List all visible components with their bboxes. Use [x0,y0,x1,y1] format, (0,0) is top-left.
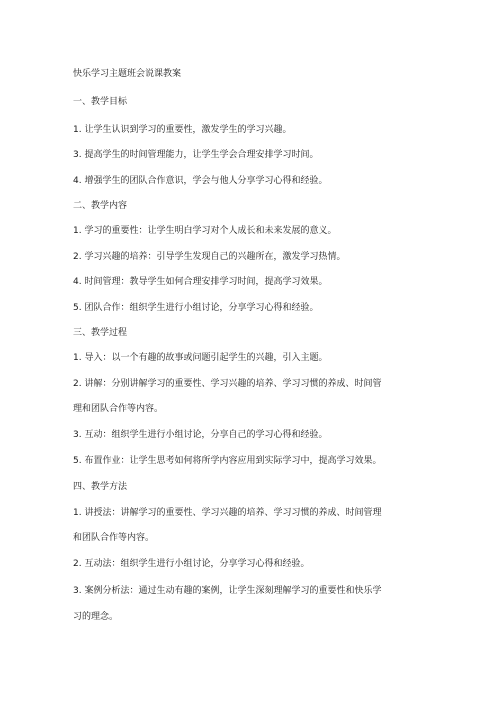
paragraph-line: 习的理念。 [73,612,119,622]
section-heading: 二、教学内容 [73,201,128,211]
section-heading: 一、教学目标 [73,97,128,107]
paragraph-line: 4. 增强学生的团队合作意识，学会与他人分享学习心得和经验。 [73,176,328,186]
paragraph-line: 4. 时间管理：教导学生如何合理安排学习时间，提高学习效果。 [73,277,328,287]
section-heading: 四、教学方法 [73,482,128,492]
paragraph-line: 和团队合作等内容。 [73,533,155,543]
paragraph-line: 3. 案例分析法：通过生动有趣的案例，让学生深刻理解学习的重要性和快乐学 [73,586,382,596]
paragraph-line: 1. 让学生认识到学习的重要性，激发学生的学习兴趣。 [73,125,292,135]
paragraph-line: 2. 互动法：组织学生进行小组讨论，分享学习心得和经验。 [73,559,310,569]
document-title: 快乐学习主题班会说课教案 [73,69,182,79]
paragraph-line: 5. 布置作业：让学生思考如何将所学内容应用到实际学习中，提高学习效果。 [73,456,382,466]
paragraph-line: 3. 互动：组织学生进行小组讨论，分享自己的学习心得和经验。 [73,430,328,440]
paragraph-line: 理和团队合作等内容。 [73,404,164,414]
paragraph-line: 1. 导入：以一个有趣的故事或问题引起学生的兴趣，引入主题。 [73,353,328,363]
paragraph-line: 2. 学习兴趣的培养：引导学生发现自己的兴趣所在，激发学习热情。 [73,252,346,262]
paragraph-line: 1. 学习的重要性：让学生明白学习对个人成长和未来发展的意义。 [73,226,337,236]
paragraph-line: 1. 讲授法：讲解学习的重要性、学习兴趣的培养、学习习惯的养成、时间管理 [73,508,382,518]
paragraph-line: 2. 讲解：分别讲解学习的重要性、学习兴趣的培养、学习习惯的养成、时间管 [73,379,382,389]
paragraph-line: 3. 提高学生的时间管理能力，让学生学会合理安排学习时间。 [73,150,319,160]
section-heading: 三、教学过程 [73,328,128,338]
paragraph-line: 5. 团队合作：组织学生进行小组讨论，分享学习心得和经验。 [73,303,319,313]
